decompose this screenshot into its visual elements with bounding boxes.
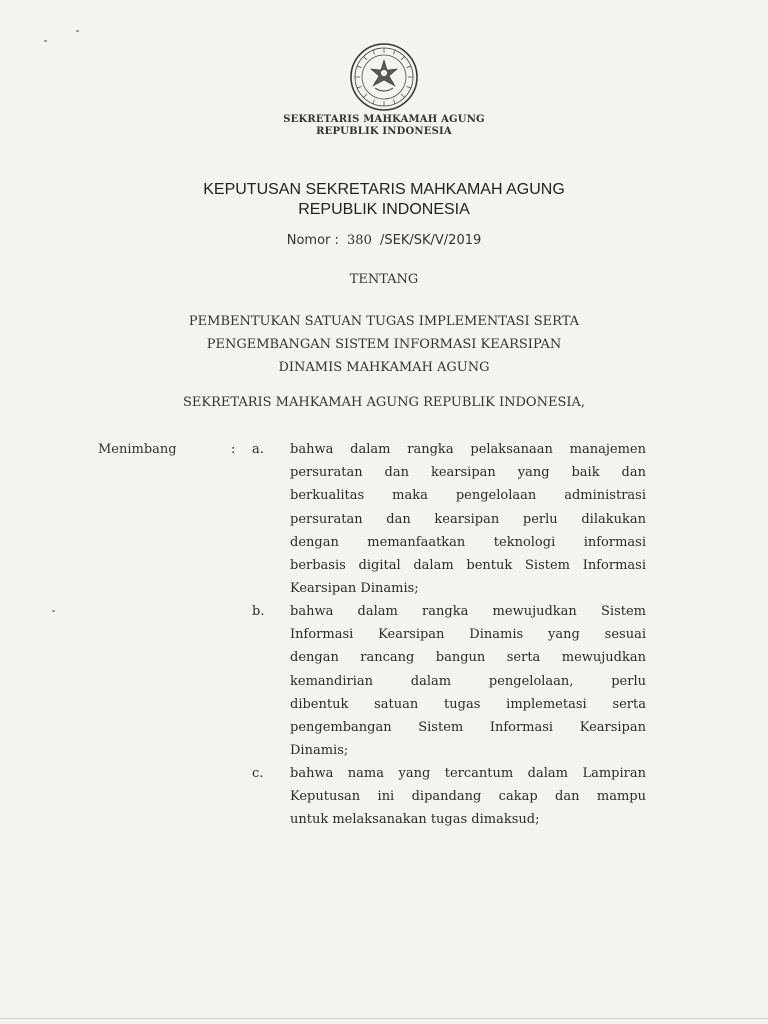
point-line: persuratan dan kearsipan yang baik dan (290, 465, 646, 481)
point-line: Dinamis; (290, 743, 349, 759)
point-line: berkualitas maka pengelolaan administrasi (290, 488, 646, 504)
menimbang-label: Menimbang (98, 442, 177, 457)
point-b-text (290, 600, 646, 762)
point-line: dengan rancang bangun serta mewujudkan (290, 650, 646, 666)
point-line: berbasis digital dalam bentuk Sistem Informasi (290, 558, 646, 574)
decider-heading: SEKRETARIS MAHKAMAH AGUNG REPUBLIK INDONESIA, (182, 395, 586, 410)
menimbang-colon: : (231, 442, 236, 457)
mahkamah-agung-seal-icon (349, 42, 419, 112)
point-line: dibentuk satuan tugas implemetasi serta (290, 696, 646, 712)
point-line: Informasi Kearsipan Dinamis yang sesuai (290, 627, 646, 643)
point-a-text (290, 438, 646, 600)
point-c-marker: c. (252, 766, 264, 781)
org-line-2: REPUBLIK INDONESIA (316, 126, 452, 137)
decree-title-line-1: KEPUTUSAN SEKRETARIS MAHKAMAH AGUNG (203, 181, 565, 198)
decree-subject (0, 310, 768, 379)
point-line: dengan memanfaatkan teknologi informasi (290, 534, 646, 550)
subject-line-1: PEMBENTUKAN SATUAN TUGAS IMPLEMENTASI SERTA (188, 314, 580, 329)
point-line: pengembangan Sistem Informasi Kearsipan (290, 720, 646, 736)
tentang-heading: TENTANG (349, 272, 419, 287)
decree-number (0, 233, 768, 248)
point-line: kemandirian dalam pengelolaan, perlu (290, 673, 646, 689)
scan-edge-line (0, 1018, 768, 1019)
point-line: Keputusan ini dipandang cakap dan mampu (290, 789, 646, 805)
decree-title (0, 180, 768, 220)
org-line-1: SEKRETARIS MAHKAMAH AGUNG (283, 114, 485, 125)
point-line: bahwa dalam rangka mewujudkan Sistem (290, 604, 646, 619)
subject-line-2: PENGEMBANGAN SISTEM INFORMASI KEARSIPAN (206, 337, 562, 352)
scan-speck (52, 610, 55, 612)
point-c-text (290, 762, 646, 832)
nomor-number: 380 (347, 233, 372, 248)
point-line: Kearsipan Dinamis; (290, 581, 419, 597)
nomor-label: Nomor : (286, 233, 339, 248)
subject-line-3: DINAMIS MAHKAMAH AGUNG (278, 360, 490, 375)
point-line: bahwa nama yang tercantum dalam Lampiran (290, 766, 646, 781)
point-b-marker: b. (252, 604, 265, 619)
point-line: untuk melaksanakan tugas dimaksud; (290, 812, 540, 828)
point-line: persuratan dan kearsipan perlu dilakukan (290, 511, 646, 527)
decree-title-line-2: REPUBLIK INDONESIA (298, 201, 470, 218)
nomor-code: /SEK/SK/V/2019 (380, 233, 482, 248)
point-line: bahwa dalam rangka pelaksanaan manajemen (290, 442, 646, 457)
scan-speck (76, 30, 79, 32)
issuing-organization (0, 114, 768, 138)
scan-speck (44, 40, 47, 42)
point-a-marker: a. (252, 442, 264, 457)
